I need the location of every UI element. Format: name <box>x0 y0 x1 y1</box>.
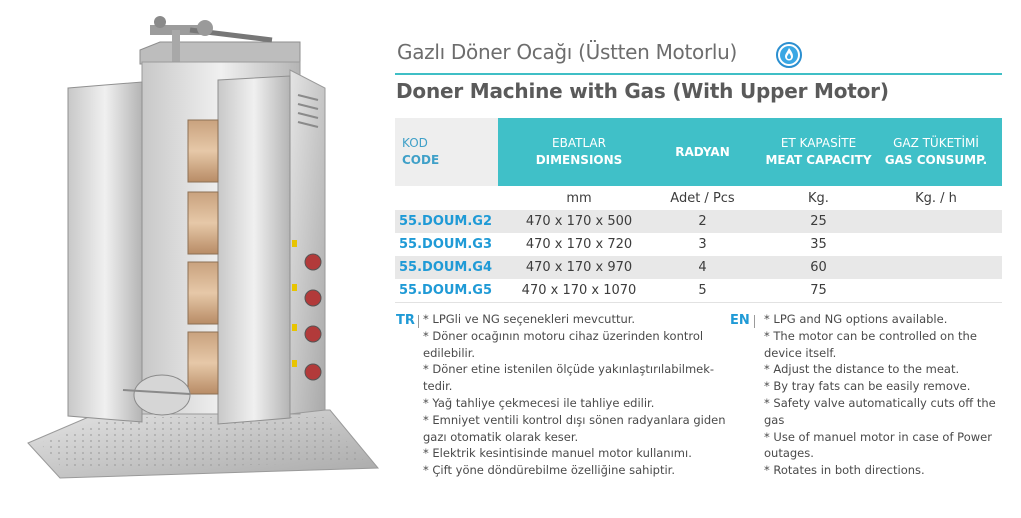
row-code: 55.DOUM.G4 <box>399 260 493 275</box>
doner-machine-image <box>0 0 380 518</box>
row-radyan: 5 <box>698 283 707 298</box>
row-gas <box>870 210 1002 233</box>
features-en-list <box>764 311 996 479</box>
row-dimensions: 470 x 170 x 500 <box>525 214 633 229</box>
header-meat-capacity: ET KAPASİTE MEAT CAPACITY <box>765 136 872 167</box>
spec-table-header <box>395 118 1002 186</box>
header-radyan: RADYAN <box>675 144 730 159</box>
list-item: edilebilir. <box>423 345 476 360</box>
list-item: * Emniyet ventili kontrol dışı sönen radyanlara giden <box>423 412 726 427</box>
row-code: 55.DOUM.G2 <box>399 214 493 229</box>
table-row <box>395 256 1002 279</box>
unit-dimensions: mm <box>566 191 592 206</box>
row-code: 55.DOUM.G3 <box>399 237 493 252</box>
list-item: gas <box>764 412 785 427</box>
table-row <box>395 210 1002 233</box>
list-item: * Use of manuel motor in case of Power <box>764 429 992 444</box>
row-meat: 60 <box>810 260 827 275</box>
row-dimensions: 470 x 170 x 720 <box>525 237 633 252</box>
header-gas-consumption: GAZ TÜKETİMİ GAS CONSUMP. <box>884 136 988 167</box>
units-row <box>395 187 1002 210</box>
list-item: * Çift yöne döndürebilme özelliğine sahiptir. <box>423 463 675 478</box>
list-item: gazı otomatik olarak keser. <box>423 429 579 444</box>
row-gas <box>870 256 1002 279</box>
list-item: * Adjust the distance to the meat. <box>764 362 960 377</box>
features-tr-list <box>423 311 726 479</box>
row-code: 55.DOUM.G5 <box>399 283 493 298</box>
row-meat: 75 <box>810 283 827 298</box>
row-radyan: 2 <box>698 214 707 229</box>
title-turkish: Gazlı Döner Ocağı (Üstten Motorlu) <box>397 40 738 64</box>
table-row <box>395 279 1002 303</box>
list-item: * By tray fats can be easily remove. <box>764 379 971 394</box>
row-dimensions: 470 x 170 x 970 <box>525 260 633 275</box>
list-item: tedir. <box>423 379 453 394</box>
row-radyan: 3 <box>698 237 707 252</box>
list-item: * Elektrik kesintisinde manuel motor kullanımı. <box>423 446 692 461</box>
lang-divider <box>418 315 419 328</box>
unit-radyan: Adet / Pcs <box>670 191 735 206</box>
row-gas <box>870 279 1002 302</box>
row-meat: 35 <box>810 237 827 252</box>
list-item: * Rotates in both directions. <box>764 463 925 478</box>
lang-tag-en: EN <box>730 313 750 328</box>
lang-divider <box>754 315 755 328</box>
title-divider <box>395 73 1002 75</box>
list-item: * The motor can be controlled on the <box>764 328 977 343</box>
list-item: outages. <box>764 446 814 461</box>
lang-tag-tr: TR <box>396 313 415 328</box>
list-item: * Döner ocağının motoru cihaz üzerinden kontrol <box>423 328 704 343</box>
list-item: device itself. <box>764 345 837 360</box>
row-dimensions: 470 x 170 x 1070 <box>521 283 637 298</box>
table-row <box>395 233 1002 256</box>
unit-meat: Kg. <box>808 191 829 206</box>
row-meat: 25 <box>810 214 827 229</box>
header-dimensions: EBATLAR DIMENSIONS <box>535 136 623 167</box>
row-radyan: 4 <box>698 260 707 275</box>
unit-gas: Kg. / h <box>915 191 957 206</box>
list-item: * LPGli ve NG seçenekleri mevcuttur. <box>423 312 636 326</box>
header-code: KOD CODE <box>402 136 440 167</box>
gas-flame-icon <box>776 42 802 68</box>
row-gas <box>870 233 1002 256</box>
list-item: * LPG and NG options available. <box>764 312 948 326</box>
list-item: * Yağ tahliye çekmecesi ile tahliye edilir. <box>423 395 655 410</box>
title-english: Doner Machine with Gas (With Upper Motor) <box>396 79 889 103</box>
list-item: * Safety valve automatically cuts off the <box>764 395 996 410</box>
list-item: * Döner etine istenilen ölçüde yakınlaştırılabilmek- <box>423 362 715 377</box>
